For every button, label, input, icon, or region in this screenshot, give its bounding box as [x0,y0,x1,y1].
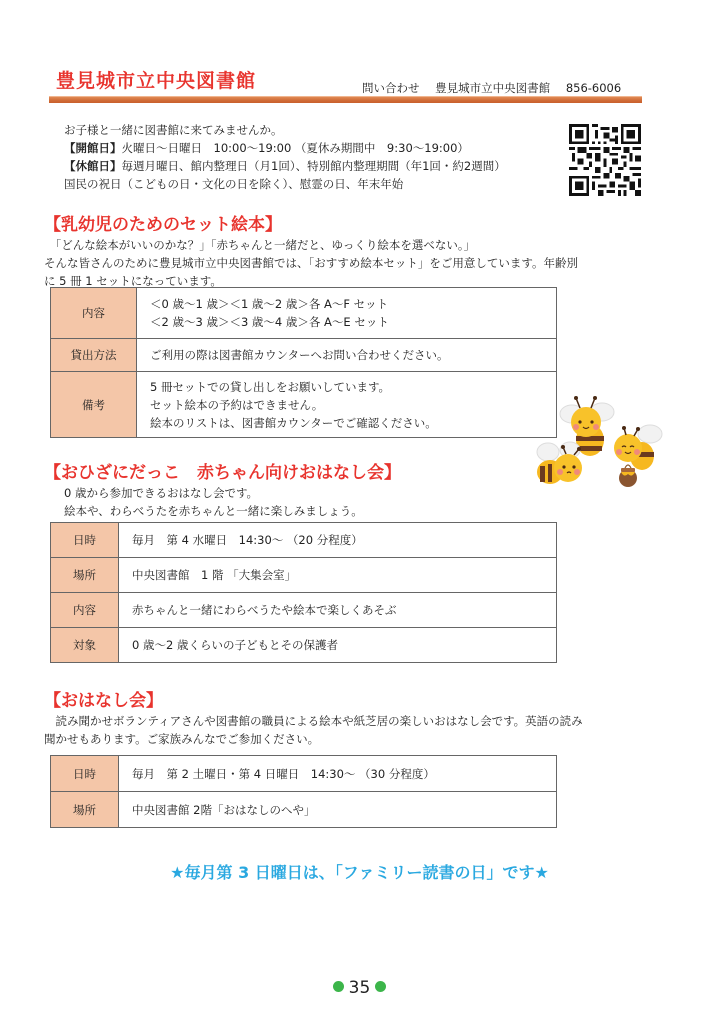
bees-illustration [530,392,680,502]
table-row [51,288,557,339]
intro-line: お子様と一緒に図書館に来てみませんか。 [64,123,283,137]
paragraph-line: 0 歳から参加できるおはなし会です。 [64,486,259,500]
paragraph-line: 絵本や、わらべうたを赤ちゃんと一緒に楽しみましょう。 [64,504,363,518]
set-books-table [50,287,557,438]
table-label: 内容 [51,593,119,628]
open-days-line [64,139,506,157]
table-value: 毎月 第 4 水曜日 14:30～ （20 分程度） [119,523,557,558]
table-row [51,792,557,828]
table-value-line: 絵本のリストは、図書館カウンターでご確認ください。 [150,415,437,430]
page-header [0,0,719,110]
section-title-set-picture-books: 【乳幼児のためのセット絵本】 [44,215,282,235]
table-value: 赤ちゃんと一緒にわらべうたや絵本で楽しくあそぶ [119,593,557,628]
page-footer [0,978,719,998]
open-days-label: 【開館日】 [64,141,122,155]
closed-days-text: 毎週月曜日、館内整理日（月1回）、特別館内整理期間（年1回・約2週間） [121,159,506,173]
section3-description [44,712,583,748]
paragraph-line: 「どんな絵本がいいのかな？」「赤ちゃんと一緒だと、ゆっくり絵本を選べない。」 [44,238,476,252]
closed-days-label: 【休館日】 [64,159,122,173]
table-value: ご利用の際は図書館カウンターへお問い合わせください。 [137,339,557,372]
table-row [51,756,557,792]
table-value: 中央図書館 1 階 「大集会室」 [119,558,557,593]
section-title-baby-storytime: 【おひざにだっこ 赤ちゃん向けおはなし会】 [44,463,401,483]
table-label: 日時 [51,523,119,558]
table-value: 中央図書館 2階「おはなしのへや」 [119,792,557,828]
section2-description [64,484,363,520]
storytime-table [50,755,557,828]
table-label: 備考 [51,372,137,438]
table-value-line: 5 冊セットでの貸し出しをお願いしています。 [150,379,391,394]
table-value-line: セット絵本の予約はできません。 [150,397,324,412]
open-days-text: 火曜日～日曜日 10:00～19:00 （夏休み期間中 9:30～19:00） [121,141,469,155]
table-value [137,288,557,339]
table-value-line: ＜0 歳～1 歳＞＜1 歳～2 歳＞各 A～F セット [150,297,389,311]
table-row [51,372,557,438]
contact-info [362,80,633,96]
green-dot-icon [375,981,386,992]
table-label: 場所 [51,558,119,593]
bee-icon [537,442,582,484]
table-row [51,593,557,628]
section1-description [44,236,578,290]
table-label: 対象 [51,628,119,663]
page-number: 35 [348,978,371,998]
table-label: 内容 [51,288,137,339]
table-row [51,628,557,663]
table-label: 場所 [51,792,119,828]
contact-name: 豊見城市立中央図書館 [435,81,551,95]
table-row [51,339,557,372]
library-title: 豊見城市立中央図書館 [56,70,257,92]
contact-label: 問い合わせ [362,81,420,95]
paragraph-line: そんな皆さんのために豊見城市立中央図書館では、「おすすめ絵本セット」をご用意しています。年齢別 [44,256,578,270]
table-label: 貸出方法 [51,339,137,372]
green-dot-icon [333,981,344,992]
table-value-line: ＜2 歳～3 歳＞＜3 歳～4 歳＞各 A～E セット [150,315,389,329]
paragraph-line: 聞かせもあります。ご家族みんなでご参加ください。 [44,732,320,746]
table-value: 0 歳～2 歳くらいの子どもとその保護者 [119,628,557,663]
closed-days-line-2: 国民の祝日（こどもの日・文化の日を除く）、慰霊の日、年末年始 [64,177,404,191]
table-label: 日時 [51,756,119,792]
section-title-storytime: 【おはなし会】 [44,691,163,711]
qr-code-icon[interactable] [569,124,641,196]
paragraph-line: 読み聞かせボランティアさんや図書館の職員による絵本や紙芝居の楽しいおはなし会です。英語の読み [44,714,583,728]
table-row [51,558,557,593]
bee-icon [614,425,662,487]
baby-storytime-table [50,522,557,663]
header-divider-bar [49,96,642,103]
paragraph-line: に 5 冊 1 セットになっています。 [44,274,222,288]
family-reading-day-banner: ★毎月第 3 日曜日は、「ファミリー読書の日」です★ [170,863,549,882]
table-value [137,372,557,438]
table-value: 毎月 第 2 土曜日・第 4 日曜日 14:30～ （30 分程度） [119,756,557,792]
intro-block [64,121,506,193]
contact-phone: 856-6006 [565,81,622,95]
table-row [51,523,557,558]
closed-days-line [64,157,506,175]
